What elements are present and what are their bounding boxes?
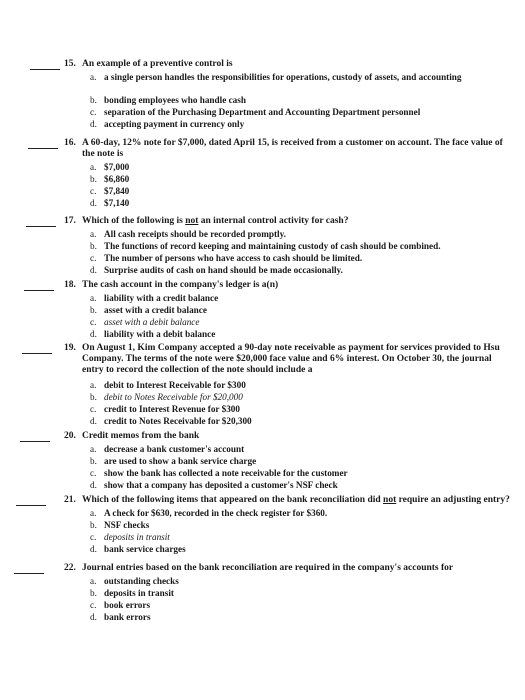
question-stem: A 60-day, 12% note for $7,000, dated April 15, is received from a customer on account. The face value of the note is [82,138,503,159]
question-number: 22. [64,563,76,573]
option-b: b. are used to show a bank service charge [90,456,257,466]
option-a: a. All cash receipts should be recorded promptly. [90,229,286,239]
option-b: b. deposits in transit [90,588,174,598]
question-stem: The cash account in the company's ledger is a(n) [82,280,279,290]
question-stem: On August 1, Kim Company accepted a 90-day note receivable as payment for services provided to Hsu Company. The terms of the note were $20,000 face value and 6% interest. On October 30, the journal entry to record the collection of the note should include a [82,343,500,375]
option-b: b. debit to Notes Receivable for $20,000 [90,392,243,402]
option-b: b. asset with a credit balance [90,305,207,315]
option-b: b. The functions of record keeping and maintaining custody of cash should be combined. [90,241,441,251]
answer-blank[interactable] [30,69,60,70]
answer-blank[interactable] [28,148,58,149]
option-c: c. asset with a debit balance [90,317,200,327]
option-d: d. bank service charges [90,544,186,554]
option-c: c. book errors [90,600,151,610]
option-a: a. A check for $630, recorded in the check register for $360. [90,508,328,518]
question-number: 21. [64,495,76,505]
option-b: b. $6,860 [90,174,130,184]
option-a: a. liability with a credit balance [90,293,219,303]
option-d: d. show that a company has deposited a customer's NSF check [90,480,338,490]
option-d: d. credit to Notes Receivable for $20,300 [90,416,252,426]
option-a: a. debit to Interest Receivable for $300 [90,380,246,390]
option-c: c. $7,840 [90,186,130,196]
answer-blank[interactable] [14,573,44,574]
option-b: b. bonding employees who handle cash [90,95,246,105]
option-d: d. Surprise audits of cash on hand should be made occasionally. [90,265,343,275]
option-c: c. The number of persons who have access to cash should be limited. [90,253,363,263]
question-stem: Which of the following items that appeared on the bank reconciliation did not require an adjusting entry? [82,495,510,505]
emphasis-not: not [383,495,397,505]
answer-blank[interactable] [26,226,56,227]
option-c: c. deposits in transit [90,532,170,542]
question-stem: Credit memos from the bank [82,431,200,441]
option-a: a. outstanding checks [90,576,179,586]
answer-blank[interactable] [20,441,50,442]
option-d: d. bank errors [90,612,151,622]
question-number: 17. [64,216,76,226]
option-b: b. NSF checks [90,520,150,530]
question-number: 18. [64,280,76,290]
option-c: c. credit to Interest Revenue for $300 [90,404,240,414]
option-d: d. $7,140 [90,198,130,208]
option-d: d. accepting payment in currency only [90,119,245,129]
question-number: 15. [64,59,76,69]
option-d: d. liability with a debit balance [90,329,216,339]
option-a: a. decrease a bank customer's account [90,444,245,454]
option-a: a. $7,000 [90,162,130,172]
emphasis-not: not [185,216,199,226]
question-stem: Journal entries based on the bank reconciliation are required in the company's accounts for [82,563,454,573]
question-stem: An example of a preventive control is [82,59,233,69]
answer-blank[interactable] [16,505,46,506]
option-c: c. separation of the Purchasing Department and Accounting Department personnel [90,107,421,117]
question-number: 16. [64,138,76,148]
question-stem: Which of the following is not an internal control activity for cash? [82,216,349,226]
option-c: c. show the bank has collected a note receivable for the customer [90,468,348,478]
question-number: 19. [64,343,76,353]
answer-blank[interactable] [22,353,52,354]
option-a: a. a single person handles the responsibilities for operations, custody of assets, and accounting [90,72,462,82]
question-number: 20. [64,431,76,441]
answer-blank[interactable] [24,290,54,291]
